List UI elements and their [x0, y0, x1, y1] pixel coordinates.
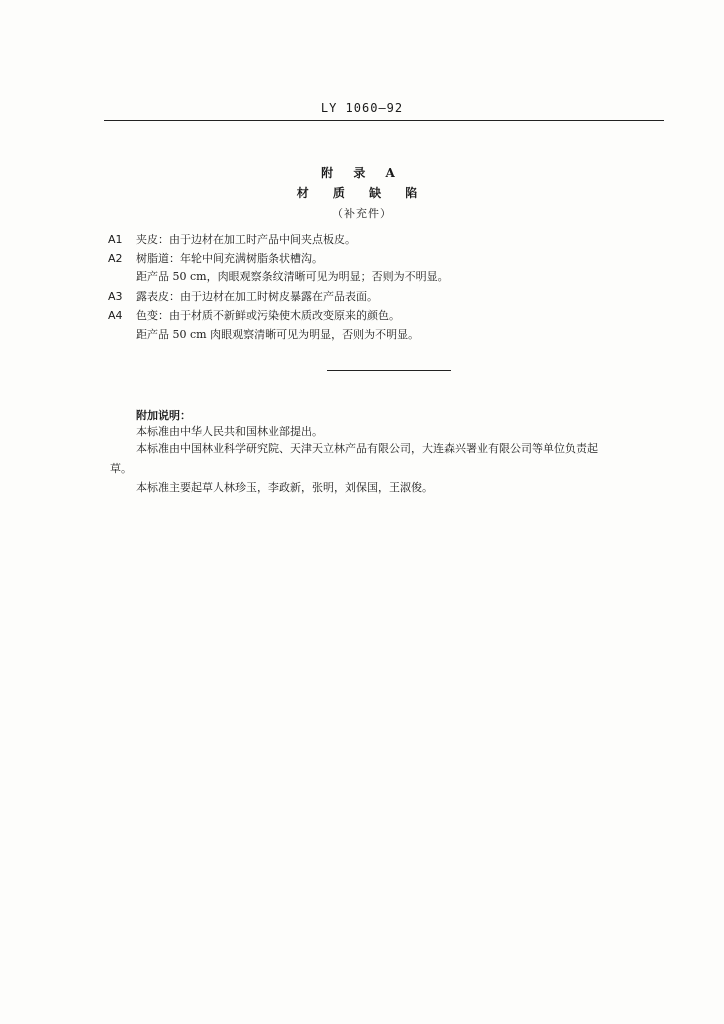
- clause-a2-continuation: 距产品 50 cm，肉眼观察条纹清晰可见为明显；否则为不明显。: [136, 270, 449, 283]
- appendix-subtitle: （补充件）: [332, 207, 392, 220]
- end-rule: [327, 370, 451, 371]
- clause-number: A4: [108, 309, 123, 322]
- clause-a1: [108, 233, 668, 247]
- clause-a4: [108, 309, 668, 323]
- clause-text: 夹皮：由于边材在加工时产品中间夹点板皮。: [136, 233, 356, 246]
- clause-number: A2: [108, 252, 123, 265]
- note-drafters: 本标准主要起草人林珍玉，李政新，张明，刘保国，王淑俊。: [136, 481, 433, 494]
- note-proposer: 本标准由中华人民共和国林业部提出。: [136, 425, 323, 438]
- appendix-label: 附 录 A: [321, 166, 403, 180]
- clause-text: 树脂道：年轮中间充满树脂条状槽沟。: [136, 252, 323, 265]
- appendix-title: 材 质 缺 陷: [296, 186, 428, 200]
- clause-a2: [108, 252, 668, 266]
- clause-text: 露表皮：由于边材在加工时树皮暴露在产品表面。: [136, 290, 378, 303]
- note-drafting-units-wrap: 草。: [110, 462, 132, 475]
- clause-text: 色变：由于材质不新鲜或污染使木质改变原来的颜色。: [136, 309, 400, 322]
- clause-a3: [108, 290, 668, 304]
- clause-a4-continuation: 距产品 50 cm 肉眼观察清晰可见为明显，否则为不明显。: [136, 328, 420, 341]
- note-drafting-units: 本标准由中国林业科学研究院、天津天立林产品有限公司，大连森兴署业有限公司等单位负责起: [136, 442, 598, 455]
- header-rule: [104, 120, 664, 121]
- clause-number: A3: [108, 290, 123, 303]
- clause-number: A1: [108, 233, 123, 246]
- standard-code: LY 1060—92: [320, 101, 404, 115]
- notes-heading: 附加说明：: [136, 409, 191, 422]
